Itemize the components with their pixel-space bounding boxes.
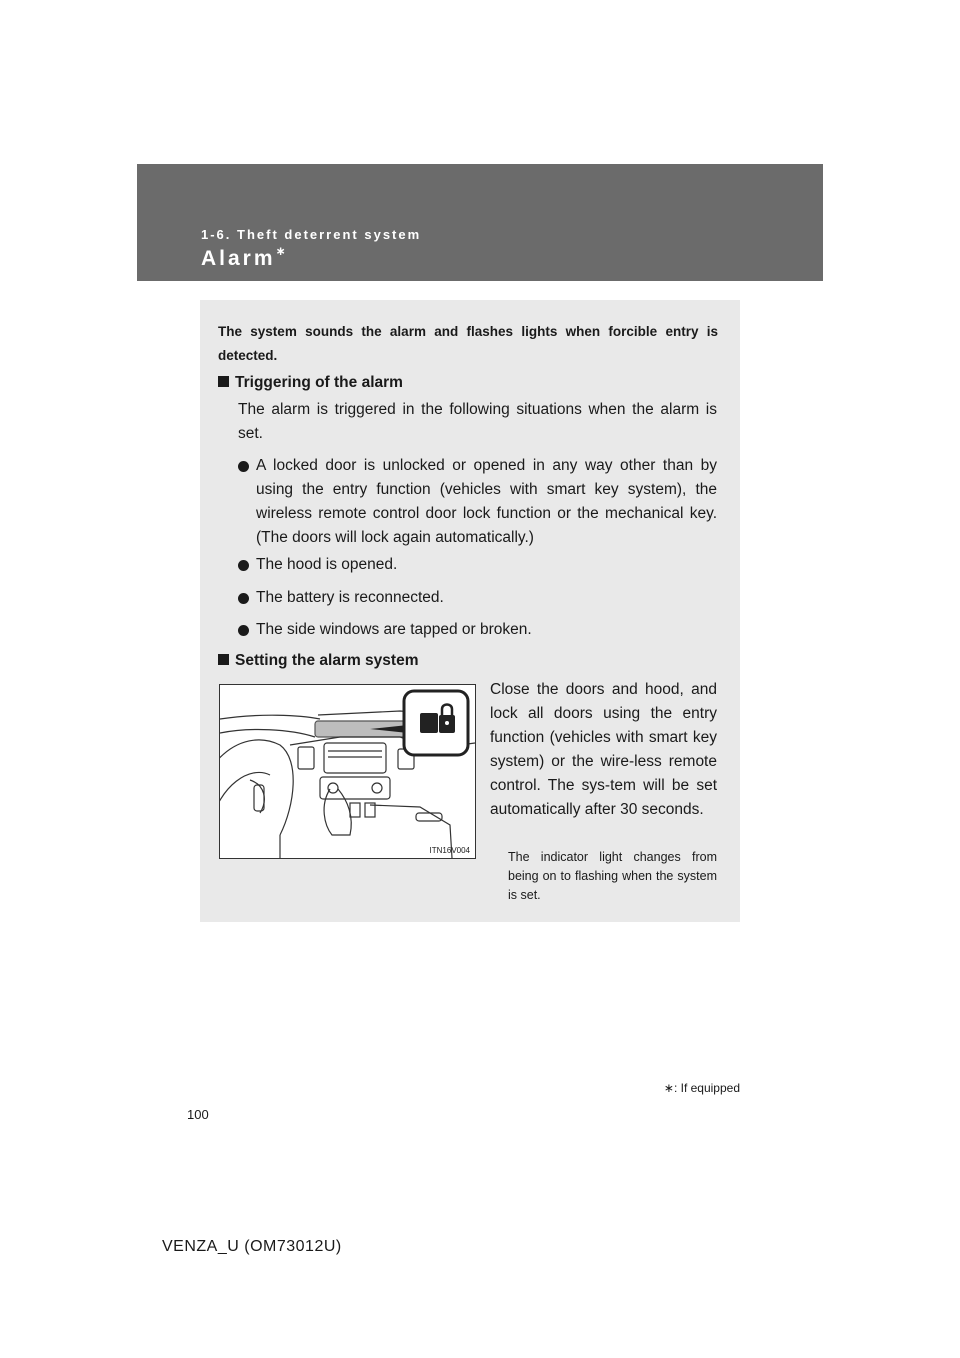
- bullet-text: The side windows are tapped or broken.: [256, 621, 532, 638]
- bullet-item: [238, 553, 717, 577]
- square-bullet-icon: [218, 654, 229, 665]
- page-title: [201, 246, 286, 271]
- setting-heading: [218, 652, 418, 670]
- bullet-item: [238, 618, 717, 642]
- dashboard-illustration: [219, 684, 476, 859]
- bullet-dot-icon: [238, 593, 249, 604]
- triggering-heading-text: Triggering of the alarm: [235, 374, 403, 391]
- bullet-item: [238, 454, 717, 550]
- section-label: 1-6. Theft deterrent system: [201, 227, 422, 242]
- triggering-heading: [218, 374, 403, 392]
- bullet-text: The hood is opened.: [256, 556, 398, 573]
- bullet-text: A locked door is unlocked or opened in any way other than by using the entry function (vehicles with smart key system), the wireless remote control door lock function or the mechanical key. (The doors will lock again automatically.): [256, 457, 717, 546]
- bullet-item: [238, 586, 717, 610]
- setting-heading-text: Setting the alarm system: [235, 652, 419, 669]
- bullet-dot-icon: [238, 625, 249, 636]
- title-footnote-mark: ∗: [275, 244, 286, 258]
- page-header: [137, 164, 823, 281]
- figure-note: The indicator light changes from being on to flashing when the system is set.: [508, 850, 717, 902]
- figure-code: ITN16V004: [429, 846, 470, 855]
- triggering-text: The alarm is triggered in the following situations when the alarm is set.: [238, 401, 717, 442]
- page-number: 100: [187, 1107, 209, 1122]
- bullet-text: The battery is reconnected.: [256, 589, 444, 606]
- dashboard-drawing: [220, 685, 475, 858]
- square-bullet-icon: [218, 376, 229, 387]
- bullet-dot-icon: [238, 560, 249, 571]
- content-panel: [200, 300, 740, 922]
- bullet-dot-icon: [238, 461, 249, 472]
- footnote: ∗: If equipped: [663, 1081, 740, 1095]
- model-code: VENZA_U (OM73012U): [162, 1238, 342, 1255]
- title-text: Alarm: [201, 247, 276, 270]
- intro-text: The system sounds the alarm and flashes lights when forcible entry is detected.: [218, 324, 718, 363]
- setting-text: Close the doors and hood, and lock all doors using the entry function (vehicles with smart key system) or the wire-less remote control. The sys-tem will be set automatically after 30 seconds.: [490, 681, 717, 818]
